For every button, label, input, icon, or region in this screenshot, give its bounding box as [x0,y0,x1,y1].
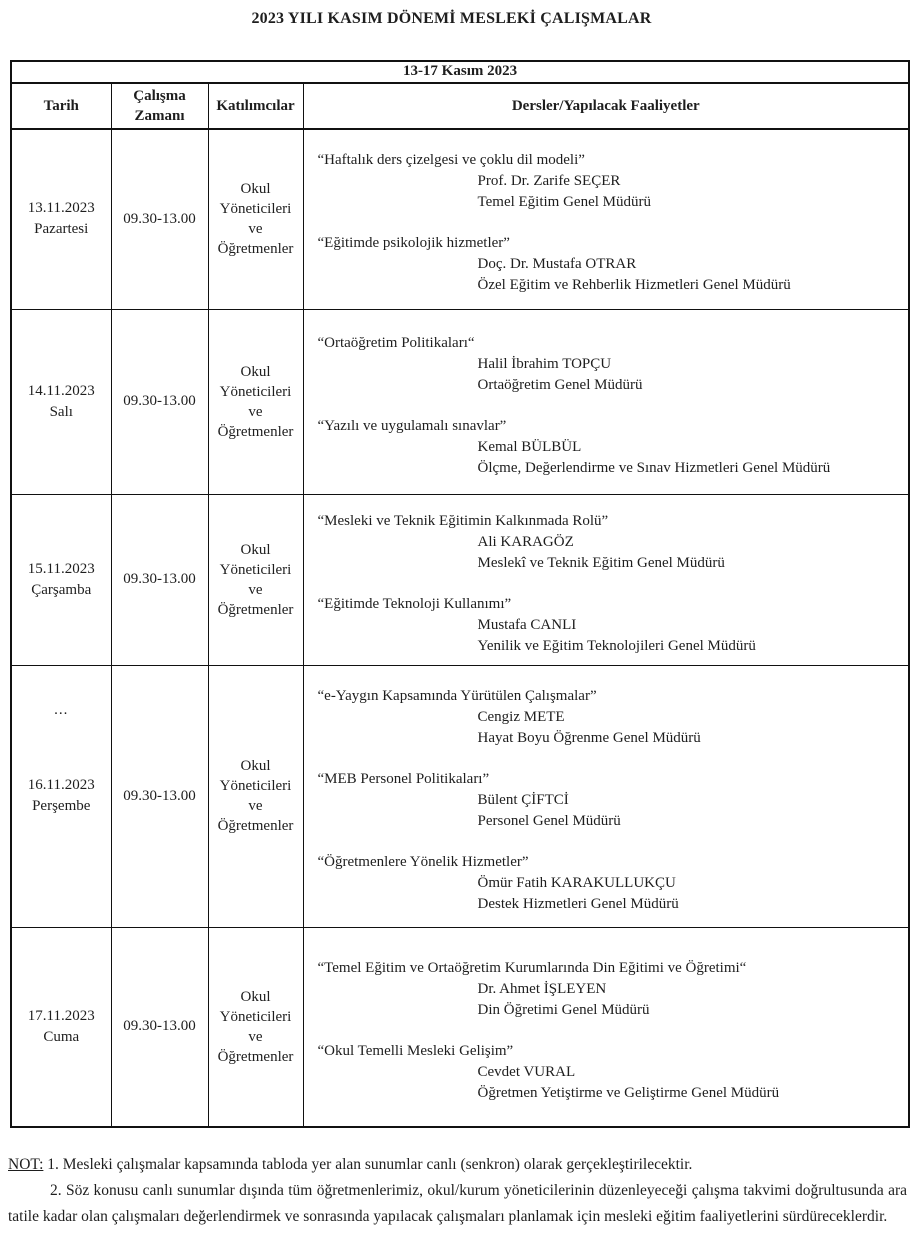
column-header-time: Çalışma Zamanı [111,83,208,129]
activity-title: “Ortaöğretim Politikaları“ [317,334,475,351]
date-cell [11,494,111,665]
activity-title: “Mesleki ve Teknik Eğitimin Kalkınmada Rolü” [317,512,609,529]
activity-detail: Ömür Fatih KARAKULLUKÇU [477,874,676,891]
activity-detail: Temel Eğitim Genel Müdürü [477,194,651,211]
time-cell: 09.30-13.00 [111,129,208,309]
table-caption: 13-17 Kasım 2023 [11,61,909,83]
time-cell: 09.30-13.00 [111,309,208,494]
activity-detail: Prof. Dr. Zarife SEÇER [477,173,621,190]
schedule-table [10,60,910,1128]
activity-detail: Bülent ÇİFTCİ [477,791,569,808]
activity-detail: Öğretmen Yetiştirme ve Geliştirme Genel Müdürü [477,1084,780,1101]
note-2: 2. Söz konusu canlı sunumlar dışında tüm öğretmenlerimiz, okul/kurum yöneticilerinin düzenleyeceği çalışma takvimi doğrultusunda ara tatile kadar olan çalışmaları değerlendirmek ve sonrasında yapılacak çalışmaları planlamak için mesleki eğitim faaliyetlerini sürdüreceklerdir. [8,1182,907,1225]
table-row [11,309,909,494]
activities-cell [303,927,909,1127]
activity-block [316,769,901,832]
schedule-rows [11,129,909,1127]
time-cell: 09.30-13.00 [111,494,208,665]
activities-cell [303,309,909,494]
activity-detail: Din Öğretimi Genel Müdürü [477,1001,650,1018]
activity-detail: Personel Genel Müdürü [477,812,621,829]
page-title: 2023 YILI KASIM DÖNEMİ MESLEKİ ÇALIŞMALAR [251,10,652,27]
date-prefix: ... [54,701,69,718]
activity-detail: Hayat Boyu Öğrenme Genel Müdürü [477,729,701,746]
activity-title: “Eğitimde Teknoloji Kullanımı” [317,595,512,612]
participants-cell: Okul Yöneticileri ve Öğretmenler [208,665,303,927]
date-cell [11,129,111,309]
activity-detail: Özel Eğitim ve Rehberlik Hizmetleri Genel Müdürü [477,277,791,294]
day-value: Cuma [43,1028,80,1045]
activities-cell [303,665,909,927]
day-value: Çarşamba [31,581,92,598]
note-label: NOT: [8,1156,44,1173]
activity-block [316,511,901,574]
activity-title: “e-Yaygın Kapsamında Yürütülen Çalışmalar” [317,687,597,704]
activity-title: “Okul Temelli Mesleki Gelişim” [317,1042,514,1059]
date-cell [11,927,111,1127]
activity-block [316,233,901,296]
activity-block [316,958,901,1021]
activity-detail: Dr. Ahmet İŞLEYEN [477,980,607,997]
table-header-row [11,83,909,129]
time-cell: 09.30-13.00 [111,665,208,927]
date-value: 13.11.2023 [27,200,95,217]
activity-detail: Kemal BÜLBÜL [477,438,582,455]
table-row [11,129,909,309]
activity-block [316,1041,901,1104]
activity-detail: Ortaöğretim Genel Müdürü [477,376,643,393]
time-cell: 09.30-13.00 [111,927,208,1127]
date-value: 15.11.2023 [27,560,95,577]
activity-title: “Öğretmenlere Yönelik Hizmetler” [317,853,529,870]
activity-block [316,686,901,749]
date-cell [11,309,111,494]
activity-title: “Temel Eğitim ve Ortaöğretim Kurumlarında Din Eğitimi ve Öğretimi“ [317,959,747,976]
date-cell [11,665,111,927]
activity-block [316,416,901,479]
activities-cell [303,494,909,665]
activity-detail: Meslekî ve Teknik Eğitim Genel Müdürü [477,554,725,571]
activity-block [316,852,901,915]
participants-cell: Okul Yöneticileri ve Öğretmenler [208,129,303,309]
note-1 [8,1152,907,1178]
activity-block [316,333,901,396]
date-value: 14.11.2023 [27,382,95,399]
day-value: Perşembe [32,798,91,814]
column-header-participants: Katılımcılar [208,83,303,129]
table-row [11,665,909,927]
day-value: Salı [49,403,73,420]
activities-cell [303,129,909,309]
activity-title: “MEB Personel Politikaları” [317,770,490,787]
activity-detail: Cengiz METE [477,708,565,725]
day-value: Pazartesi [34,221,89,238]
note-1-text: 1. Mesleki çalışmalar kapsamında tabloda yer alan sunumlar canlı (senkron) olarak gerçekleştirilecektir. [47,1156,693,1173]
participants-cell: Okul Yöneticileri ve Öğretmenler [208,927,303,1127]
activity-title: “Yazılı ve uygulamalı sınavlar” [317,417,507,434]
activity-title: “Eğitimde psikolojik hizmetler” [317,235,510,252]
activity-detail: Ali KARAGÖZ [477,533,574,550]
activity-detail: Mustafa CANLI [477,616,577,633]
table-row [11,494,909,665]
activity-detail: Destek Hizmetleri Genel Müdürü [477,895,679,912]
activity-detail: Halil İbrahim TOPÇU [477,355,612,372]
activity-detail: Doç. Dr. Mustafa OTRAR [477,256,637,273]
notes-section [8,1152,907,1230]
table-caption-row [11,61,909,83]
date-value: 16.11.2023 [27,777,95,793]
participants-cell: Okul Yöneticileri ve Öğretmenler [208,309,303,494]
activity-block [316,594,901,657]
activity-detail: Cevdet VURAL [477,1063,576,1080]
table-row [11,927,909,1127]
participants-cell: Okul Yöneticileri ve Öğretmenler [208,494,303,665]
column-header-date: Tarih [11,83,111,129]
column-header-activities: Dersler/Yapılacak Faaliyetler [303,83,909,129]
date-value: 17.11.2023 [27,1007,95,1024]
activity-block [316,150,901,213]
activity-detail: Yenilik ve Eğitim Teknolojileri Genel Müdürü [477,637,756,654]
activity-title: “Haftalık ders çizelgesi ve çoklu dil modeli” [317,152,585,169]
activity-detail: Ölçme, Değerlendirme ve Sınav Hizmetleri Genel Müdürü [477,459,831,476]
